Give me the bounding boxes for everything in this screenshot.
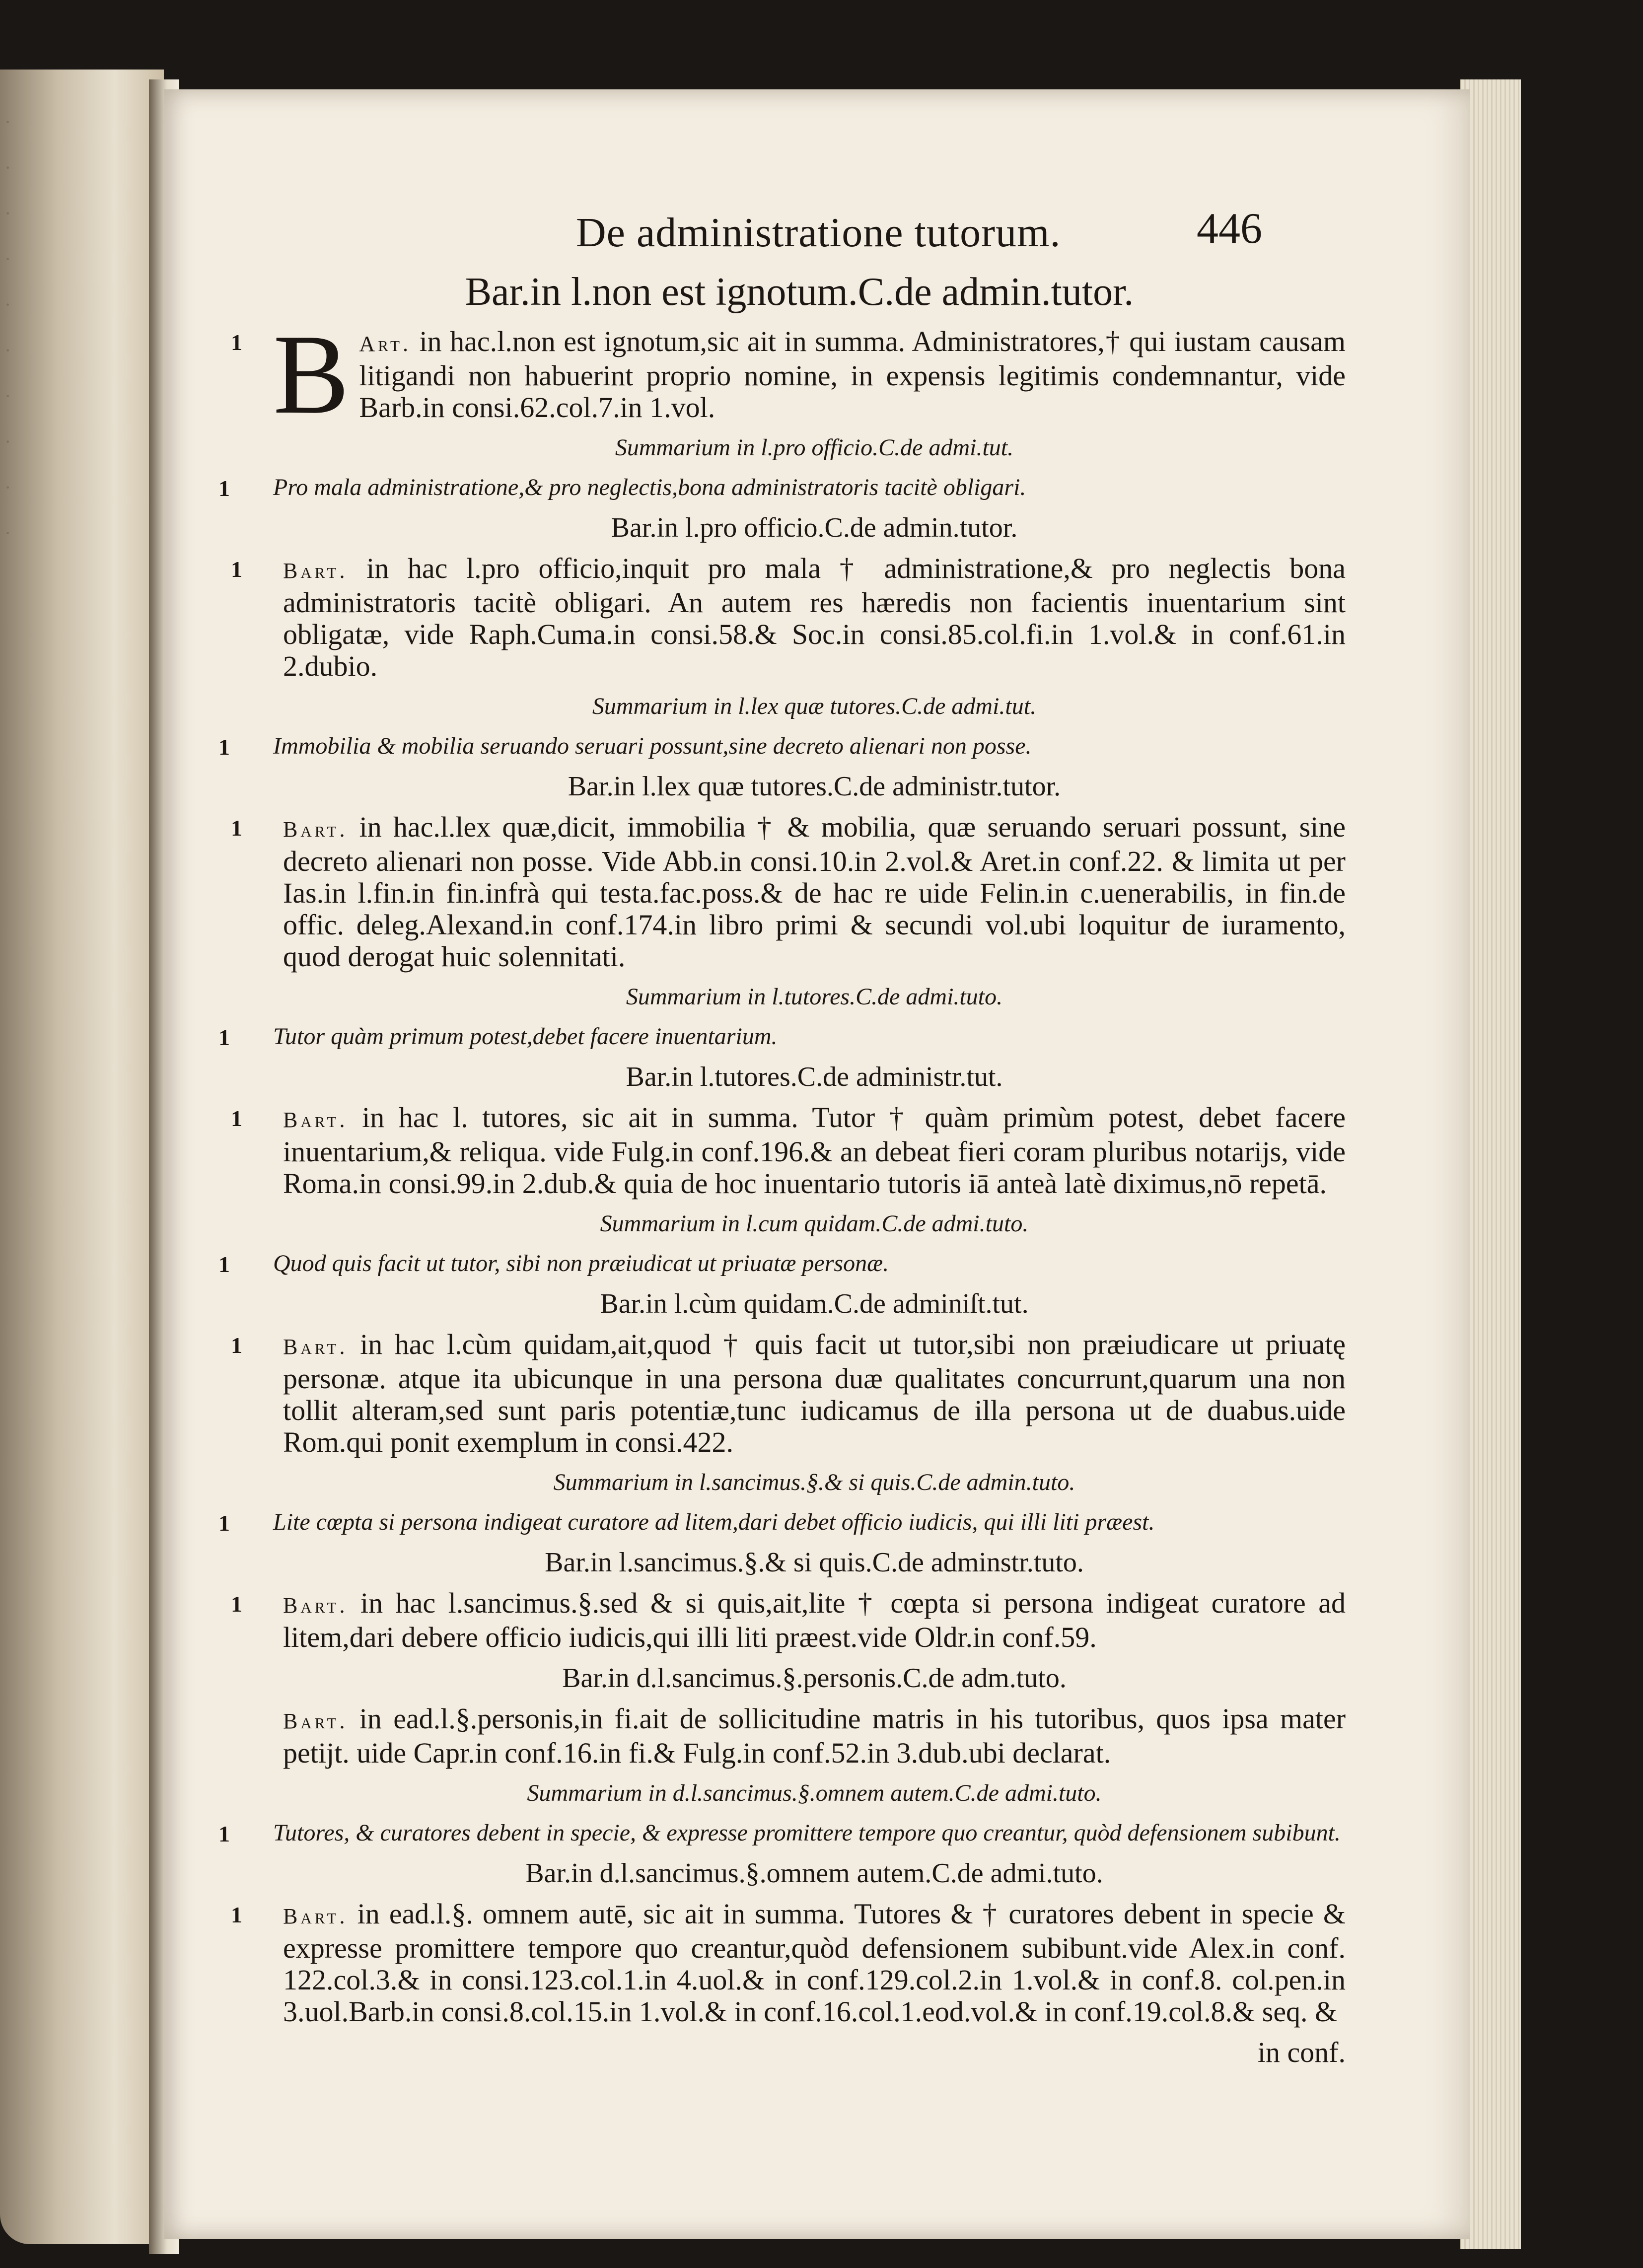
spacer [204, 1200, 1425, 1208]
spacer [204, 2028, 1425, 2037]
spacer [204, 463, 1425, 472]
margin-marker: 1 [231, 1591, 242, 1617]
paragraph-text: in hac.l.lex quæ,dicit, immobilia † & mobilia, quæ seruando seruari possunt, sine decreto alienari non posse. Vide Abb.in consi.10.in 2.vol.& Aret.in conf.22. & limita ut per Ias.in l.fin.in fin.infrà qui testa.fac.poss.& de hac re uide Felin.in c.uenerabilis, in fin.de offic. deleg.Alexand.in conf.174.in libro primi & secundi vol.ubi loquitur de iuramento, quod derogat huic solennitati. [283, 811, 1346, 973]
spacer [204, 973, 1425, 982]
spacer [204, 722, 1425, 731]
paragraph [231, 1587, 1346, 1653]
book-page [164, 89, 1470, 2239]
rubric-text: Tutor quàm primum potest,debet facere inuentarium. [273, 1023, 778, 1050]
page-content [204, 205, 1425, 2068]
paragraph-text: in hac l.sancimus.§.sed & si quis,ait,lite † cœpta si persona indigeat curatore ad litem,dari debere officio iudicis,qui illi liti præest.vide Oldr.in conf.59. [283, 1587, 1346, 1653]
margin-marker: 1 [231, 1106, 242, 1131]
spacer [204, 1320, 1425, 1329]
summary-line: Summarium in d.l.sancimus.§.omnem autem.C.de admi.tuto. [527, 1780, 1102, 1806]
text-blocks [204, 311, 1425, 2068]
spacer [204, 1809, 1425, 1818]
section-heading: Bar.in l.non est ignotum.C.de admin.tutor. [465, 270, 1134, 314]
spacer [204, 1052, 1425, 1061]
page-number: 446 [1197, 205, 1262, 253]
margin-marker: 1 [231, 330, 242, 355]
margin-marker: 1 [231, 1902, 242, 1927]
margin-marker: 1 [218, 1510, 230, 1536]
margin-marker: 1 [218, 1821, 230, 1846]
spacer [204, 1458, 1425, 1467]
spacer [204, 1848, 1425, 1857]
summary-line: Summarium in l.pro officio.C.de admi.tut. [615, 434, 1014, 461]
drop-cap: B [273, 311, 350, 437]
rubric-text: Lite cœpta si persona indigeat curatore ad litem,dari debet officio iudicis, qui illi liti præest. [273, 1509, 1155, 1535]
rubric-note [218, 1021, 1425, 1052]
citation-heading: Bar.in l.pro officio.C.de admin.tutor. [611, 512, 1018, 543]
margin-marker: 1 [231, 1333, 242, 1358]
lead-word: Bart. [283, 817, 348, 842]
citation-heading: Bar.in l.lex quæ tutores.C.de administr.tutor. [568, 771, 1061, 802]
paragraph [231, 552, 1346, 682]
spacer [204, 762, 1425, 771]
margin-marker: 1 [231, 557, 242, 582]
paragraph [231, 1101, 1346, 1200]
rubric-note [218, 472, 1425, 503]
paragraph [231, 1898, 1346, 2028]
rubric-text: Pro mala administratione,& pro neglectis,bona administratoris tacitè obligari. [273, 474, 1026, 500]
spacer [204, 544, 1425, 553]
margin-marker: 1 [218, 1252, 230, 1277]
spacer [204, 1012, 1425, 1021]
rubric-text: Immobilia & mobilia seruando seruari possunt,sine decreto alienari non posse. [273, 733, 1032, 759]
spacer [204, 1279, 1425, 1288]
spacer [204, 1498, 1425, 1507]
lead-word: Bart. [283, 1709, 348, 1733]
lead-word: Bart. [283, 1593, 348, 1618]
paragraph-text: in hac.l.non est ignotum,sic ait in summa. Administratores,† qui iustam causam litigandi non habuerint proprio nomine, in expensis legitimis condemnantur, vide Barb.in consi.62.col.7.in 1.vol. [359, 325, 1346, 424]
running-head [204, 205, 1425, 268]
running-title: De administratione tutorum. [576, 210, 1061, 256]
citation-heading: Bar.in l.tutores.C.de administr.tut. [626, 1062, 1003, 1092]
spacer [204, 1889, 1425, 1898]
spacer [204, 1093, 1425, 1102]
rubric-note [218, 731, 1425, 762]
paragraph [231, 311, 1346, 437]
margin-marker: 1 [231, 815, 242, 841]
spacer [204, 682, 1425, 691]
rubric-note [218, 1248, 1425, 1279]
facing-page [0, 70, 164, 2244]
lead-word: Bart. [283, 1904, 348, 1928]
facing-page-bleed-text: · · · · · · · · · · [5, 111, 10, 544]
paragraph-text: in hac l.pro officio,inquit pro mala † administratione,& pro neglectis bona administratoris tacitè obligari. An autem res hæredis non facientis inuentarium sint obligatæ, vide Raph.Cuma.in consi.58.& Soc.in consi.85.col.fi.in 1.vol.& in conf.61.in 2.dubio. [283, 552, 1346, 682]
paragraph [231, 811, 1346, 973]
rubric-note [218, 1818, 1425, 1848]
paragraph-text: in ead.l.§.personis,in fi.ait de sollicitudine matris in his tutoribus, quos ipsa mater petijt. uide Capr.in conf.16.in fi.& Fulg.in conf.52.in 3.dub.ubi declarat. [283, 1702, 1346, 1769]
spacer [204, 1653, 1425, 1662]
paragraph [283, 1703, 1346, 1769]
paragraph [231, 1328, 1346, 1458]
margin-marker: 1 [218, 734, 230, 760]
spacer [204, 1694, 1425, 1703]
catchword: in conf. [1257, 2036, 1346, 2068]
lead-word: Bart. [283, 559, 348, 583]
summary-line: Summarium in l.tutores.C.de admi.tuto. [626, 984, 1003, 1010]
spacer [204, 424, 1425, 432]
spacer [204, 1239, 1425, 1248]
margin-marker: 1 [218, 476, 230, 501]
citation-heading: Bar.in l.cùm quidam.C.de adminiſt.tut. [600, 1288, 1029, 1319]
paragraph-text: in ead.l.§. omnem autē, sic ait in summa. Tutores & † curatores debent in specie & expresse promittere tempore quo creantur,quòd defensionem subibunt.vide Alex.in conf. 122.col.3.& in consi.123.col.1.in 4.uol.& in conf.129.col.2.in 1.vol.& in conf.8. col.pen.in 3.uol.Barb.in consi.8.col.15.in 1.vol.& in conf.16.col.1.eod.vol.& in conf.19.col.8.& seq. & [283, 1898, 1346, 2028]
spacer [204, 1578, 1425, 1587]
citation-heading: Bar.in d.l.sancimus.§.omnem autem.C.de admi.tuto. [525, 1858, 1103, 1889]
spacer [204, 802, 1425, 811]
lead-word: Bart. [283, 1335, 348, 1359]
summary-line: Summarium in l.lex quæ tutores.C.de admi.tut. [592, 693, 1037, 719]
citation-heading: Bar.in d.l.sancimus.§.personis.C.de adm.tuto. [562, 1663, 1067, 1694]
citation-heading: Bar.in l.sancimus.§.& si quis.C.de adminstr.tuto. [545, 1547, 1084, 1578]
paragraph-text: in hac l.cùm quidam,ait,quod † quis facit ut tutor,sibi non præiudicare ut priuatę personæ. atque ita ubicunque in una persona duæ qualitates concurrunt,quarum una non tollit alteram,sed sunt paris potentiæ,tunc iudicamus de illa persona ut de duabus.uide Rom.qui ponit exemplum in consi.422. [283, 1328, 1346, 1458]
rubric-note [218, 1507, 1425, 1538]
spacer [204, 1769, 1425, 1778]
paragraph-text: in hac l. tutores, sic ait in summa. Tutor † quàm primùm potest, debet facere inuentarium,& reliqua. vide Fulg.in conf.196.& an debeat fieri coram pluribus notarijs, vide Roma.in consi.99.in 2.dub.& quia de hoc inuentario tutoris iā anteà latè diximus,nō repetā. [283, 1101, 1346, 1200]
rubric-text: Quod quis facit ut tutor, sibi non præiudicat ut priuatæ personæ. [273, 1250, 889, 1276]
margin-marker: 1 [218, 1025, 230, 1050]
spacer [204, 1538, 1425, 1547]
spacer [204, 503, 1425, 512]
lead-word: Bart. [283, 1108, 348, 1132]
summary-line: Summarium in l.cum quidam.C.de admi.tuto. [600, 1210, 1029, 1237]
rubric-text: Tutores, & curatores debent in specie, & expresse promittere tempore quo creantur, quòd defensionem subibunt. [273, 1820, 1341, 1846]
lead-word: Art. [359, 332, 411, 356]
summary-line: Summarium in l.sancimus.§.& si quis.C.de admin.tuto. [553, 1469, 1075, 1495]
